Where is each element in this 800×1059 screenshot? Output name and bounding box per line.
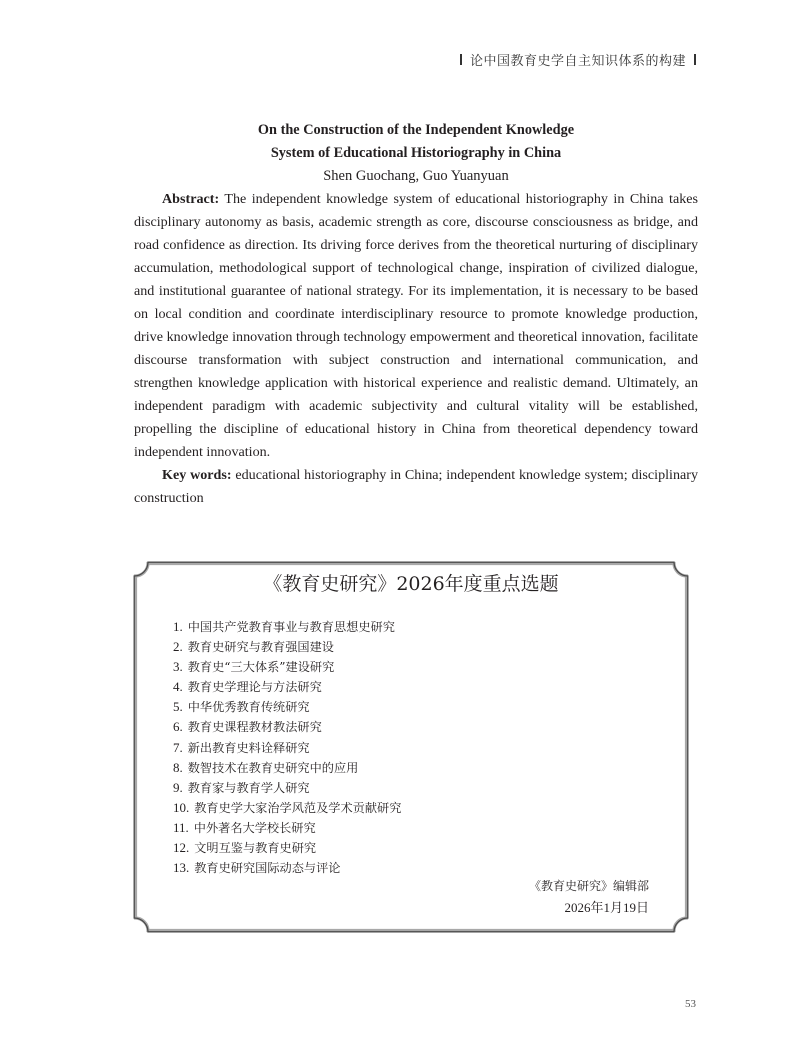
topic-number: 8. (173, 759, 183, 775)
topic-number: 2. (173, 639, 183, 655)
topic-item (173, 717, 401, 737)
topic-number: 5. (173, 699, 183, 715)
topic-number: 6. (173, 719, 183, 735)
article-authors: Shen Guochang, Guo Yuanyuan (323, 168, 509, 184)
topic-text: 教育史“三大体系”建设研究 (187, 660, 335, 675)
topic-text: 中外著名大学校长研究 (193, 820, 316, 835)
topic-item (173, 798, 401, 818)
topic-item (173, 637, 401, 657)
editorial-department: 《教育史研究》编辑部 (528, 879, 649, 893)
running-title: 论中国教育史学自主知识体系的构建 (469, 54, 686, 69)
topic-number: 3. (173, 659, 183, 675)
topic-text: 中华优秀教育传统研究 (187, 700, 310, 715)
topic-text: 教育史研究与教育强国建设 (187, 640, 334, 655)
topic-text: 教育史研究国际动态与评论 (194, 861, 341, 876)
topic-item (173, 778, 401, 798)
topic-text: 文明互鉴与教育史研究 (194, 841, 317, 856)
header-bar-left (460, 54, 462, 65)
notice-box (133, 561, 689, 933)
topic-item (173, 738, 401, 758)
topic-item (173, 858, 401, 878)
topic-number: 13. (173, 860, 190, 876)
article-title (134, 119, 698, 165)
topic-item (173, 818, 401, 838)
keywords-paragraph (134, 464, 698, 510)
header-bar-right (694, 54, 696, 65)
topic-text: 教育史学理论与方法研究 (187, 680, 322, 695)
abstract-text: The independent knowledge system of educational historiography in China takes disciplinary autonomy as basis, academic strength as core, discourse consciousness as bridge, and road confidence as direction. Its driving force derives from the theoretical nurturing of disciplinary accumulation, methodological support of technological change, inspiration of civilized dialogue, and institutional guarantee of national strategy. For its implementation, it is necessary to be based on local condition and coordinate interdisciplinary resource to promote knowledge production, drive knowledge innovation through technology empowerment and theoretical innovation, facilitate discourse transformation with subject construction and international communication, and strengthen knowledge application with historical experience and realistic demand. Ultimately, an independent paradigm with academic subjectivity and cultural vitality will be established, propelling the discipline of educational history in China from theoretical dependency toward independent innovation. (134, 191, 698, 460)
topic-item (173, 758, 401, 778)
notice-title: 《教育史研究》2026年度重点选题 (263, 573, 559, 595)
topic-item (173, 838, 401, 858)
topic-number: 9. (173, 779, 183, 795)
topic-item (173, 697, 401, 717)
article-title-line-2: System of Educational Historiography in China (270, 145, 562, 161)
topic-number: 1. (173, 619, 183, 634)
topic-text: 教育史学大家治学风范及学术贡献研究 (194, 800, 402, 815)
page-number: 53 (685, 998, 696, 1010)
english-abstract-section (134, 119, 698, 510)
running-header (460, 50, 696, 69)
abstract-label: Abstract: (162, 191, 220, 207)
topic-text: 新出教育史料诠释研究 (187, 740, 310, 755)
topic-number: 7. (173, 739, 183, 755)
topic-item (173, 657, 401, 677)
keywords-label: Key words: (162, 467, 232, 483)
topic-text: 教育家与教育学人研究 (187, 780, 310, 795)
article-title-line-1: On the Construction of the Independent Knowledge (257, 122, 575, 138)
topic-text: 教育史课程教材教法研究 (187, 720, 322, 735)
notice-signature-block (529, 876, 649, 918)
topic-text: 中国共产党教育事业与教育思想史研究 (187, 620, 395, 634)
abstract-paragraph (134, 188, 698, 464)
keywords-text: educational historiography in China; independent knowledge system; disciplinary construction (134, 467, 698, 506)
topic-number: 4. (173, 679, 183, 695)
topic-item (173, 617, 401, 637)
topic-number: 10. (173, 799, 190, 815)
topics-list (173, 617, 401, 878)
notice-date: 2026年1月19日 (564, 900, 649, 915)
topic-number: 12. (173, 840, 190, 856)
topic-number: 11. (173, 819, 189, 835)
topic-text: 数智技术在教育史研究中的应用 (187, 760, 359, 775)
topic-item (173, 677, 401, 697)
